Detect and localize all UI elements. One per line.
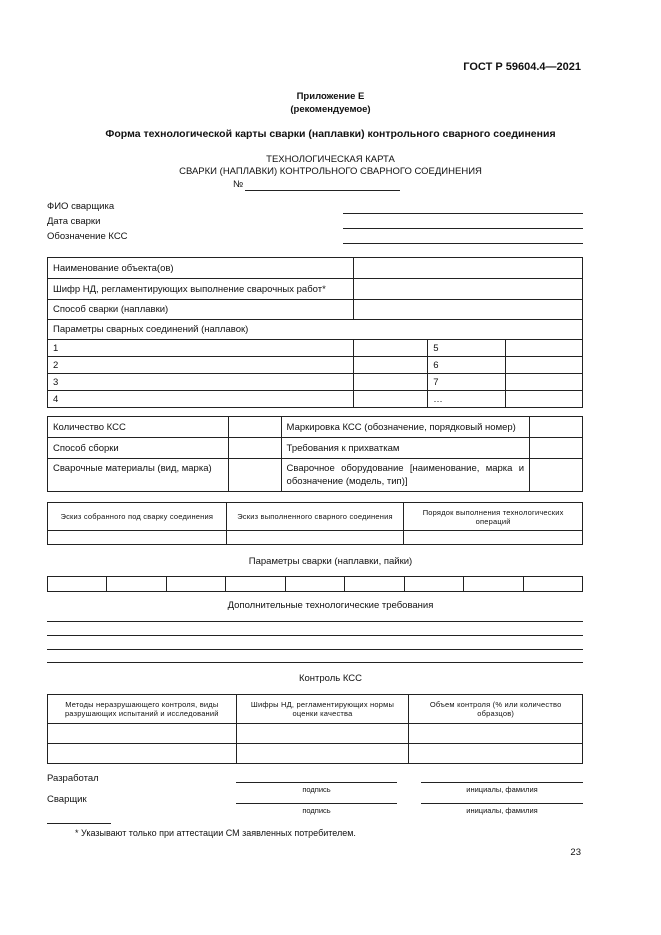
card-title-line1: ТЕХНОЛОГИЧЕСКАЯ КАРТА: [266, 154, 395, 165]
extra-requirements-line[interactable]: [47, 635, 583, 636]
assembly-label: Способ сборки: [48, 438, 229, 459]
control-methods-header: Методы неразрушающего контроля, виды разрушающих испытаний и исследований: [48, 695, 237, 724]
assembly-table: [47, 416, 583, 492]
form-title: Форма технологической карты сварки (наплавки) контрольного сварного соединения: [105, 128, 556, 140]
control-volume-header: Объем контроля (% или количество образцов): [409, 695, 583, 724]
params-row-value[interactable]: [506, 357, 583, 374]
params-row-label: 1: [48, 340, 354, 357]
appendix-subtitle: (рекомендуемое): [290, 104, 371, 115]
extra-requirements-line[interactable]: [47, 649, 583, 650]
operations-order-header: Порядок выполнения технологических операций: [404, 503, 583, 531]
object-table: [47, 257, 583, 408]
sketch-welded-header: Эскиз выполненного сварного соединения: [226, 503, 404, 531]
welding-params-cell[interactable]: [107, 577, 166, 592]
developed-label: Разработал: [47, 773, 99, 784]
control-title: Контроль КСС: [298, 673, 363, 684]
materials-label: Сварочные материалы (вид, марка): [48, 459, 229, 492]
welding-params-cell[interactable]: [404, 577, 463, 592]
welding-params-cell[interactable]: [166, 577, 225, 592]
welding-params-cell[interactable]: [226, 577, 285, 592]
materials-value[interactable]: [228, 459, 281, 492]
extra-requirements-title: Дополнительные технологические требования: [227, 600, 434, 611]
welding-params-cell[interactable]: [285, 577, 344, 592]
tack-label: Требования к прихваткам: [281, 438, 530, 459]
welding-params-cell[interactable]: [345, 577, 404, 592]
method-value[interactable]: [354, 300, 583, 320]
fio-field[interactable]: [343, 213, 583, 214]
control-table: [47, 694, 583, 764]
equipment-value[interactable]: [530, 459, 583, 492]
operations-order-cell[interactable]: [404, 531, 583, 545]
params-row-label: 4: [48, 391, 354, 408]
developed-signature-caption: подпись: [302, 785, 331, 794]
extra-requirements-line[interactable]: [47, 621, 583, 622]
fio-label: ФИО сварщика: [47, 201, 115, 212]
tack-value[interactable]: [530, 438, 583, 459]
welding-params-table: [47, 576, 583, 592]
card-number-label: №: [233, 179, 244, 190]
params-row-value[interactable]: [354, 340, 428, 357]
params-row-value[interactable]: [354, 357, 428, 374]
params-row-label: 7: [428, 374, 506, 391]
date-field[interactable]: [343, 228, 583, 229]
object-name-label: Наименование объекта(ов): [48, 258, 354, 279]
qty-label: Количество КСС: [48, 417, 229, 438]
control-cell[interactable]: [409, 744, 583, 764]
welding-params-title: Параметры сварки (наплавки, пайки): [248, 556, 413, 567]
developed-signature-line[interactable]: [236, 782, 397, 783]
cipher-label: Шифр НД, регламентирующих выполнение сварочных работ*: [48, 279, 354, 300]
cipher-value[interactable]: [354, 279, 583, 300]
params-row-label: 3: [48, 374, 354, 391]
control-cell[interactable]: [48, 744, 237, 764]
welder-initials-caption: инициалы, фамилия: [466, 806, 538, 815]
card-number-line: [245, 190, 400, 191]
control-cell[interactable]: [236, 744, 409, 764]
params-row: [48, 340, 583, 357]
welder-signature-caption: подпись: [302, 806, 331, 815]
qty-value[interactable]: [228, 417, 281, 438]
developed-initials-caption: инициалы, фамилия: [466, 785, 538, 794]
standard-number: ГОСТ Р 59604.4—2021: [463, 61, 581, 73]
welding-params-cell[interactable]: [48, 577, 107, 592]
assembly-value[interactable]: [228, 438, 281, 459]
params-row: [48, 374, 583, 391]
page-number: 23: [570, 847, 581, 858]
method-label: Способ сварки (наплавки): [48, 300, 354, 320]
params-row-value[interactable]: [354, 391, 428, 408]
object-name-value[interactable]: [354, 258, 583, 279]
params-row-value[interactable]: [506, 374, 583, 391]
welder-label: Сварщик: [47, 794, 87, 805]
params-row-value[interactable]: [506, 391, 583, 408]
appendix-title: Приложение Е: [296, 91, 365, 102]
date-label: Дата сварки: [47, 216, 101, 227]
welding-params-cell[interactable]: [464, 577, 523, 592]
marking-value[interactable]: [530, 417, 583, 438]
equipment-label: Сварочное оборудование [наименование, марка и обозначение (модель, тип)]: [281, 459, 530, 492]
kss-field[interactable]: [343, 243, 583, 244]
welder-signature-line[interactable]: [236, 803, 397, 804]
welding-params-cell[interactable]: [523, 577, 583, 592]
params-row-value[interactable]: [506, 340, 583, 357]
footnote-divider: [47, 823, 111, 824]
params-label: Параметры сварных соединений (наплавок): [48, 320, 583, 340]
params-row-label: …: [428, 391, 506, 408]
control-cell[interactable]: [48, 724, 237, 744]
extra-requirements-line[interactable]: [47, 662, 583, 663]
control-cipher-header: Шифры НД, регламентирующих нормы оценки качества: [236, 695, 409, 724]
developed-initials-line[interactable]: [421, 782, 583, 783]
sketch-assembled-cell[interactable]: [48, 531, 227, 545]
params-row: [48, 357, 583, 374]
control-cell[interactable]: [236, 724, 409, 744]
params-row-label: 6: [428, 357, 506, 374]
params-row: [48, 391, 583, 408]
card-title-line2: СВАРКИ (НАПЛАВКИ) КОНТРОЛЬНОГО СВАРНОГО СОЕДИНЕНИЯ: [179, 166, 482, 177]
params-row-value[interactable]: [354, 374, 428, 391]
marking-label: Маркировка КСС (обозначение, порядковый номер): [281, 417, 530, 438]
params-row-label: 5: [428, 340, 506, 357]
welder-initials-line[interactable]: [421, 803, 583, 804]
control-cell[interactable]: [409, 724, 583, 744]
sketch-welded-cell[interactable]: [226, 531, 404, 545]
params-row-label: 2: [48, 357, 354, 374]
kss-label: Обозначение КСС: [47, 231, 128, 242]
sketch-table: [47, 502, 583, 545]
footnote: * Указывают только при аттестации СМ заявленных потребителем.: [75, 828, 356, 838]
sketch-assembled-header: Эскиз собранного под сварку соединения: [48, 503, 227, 531]
